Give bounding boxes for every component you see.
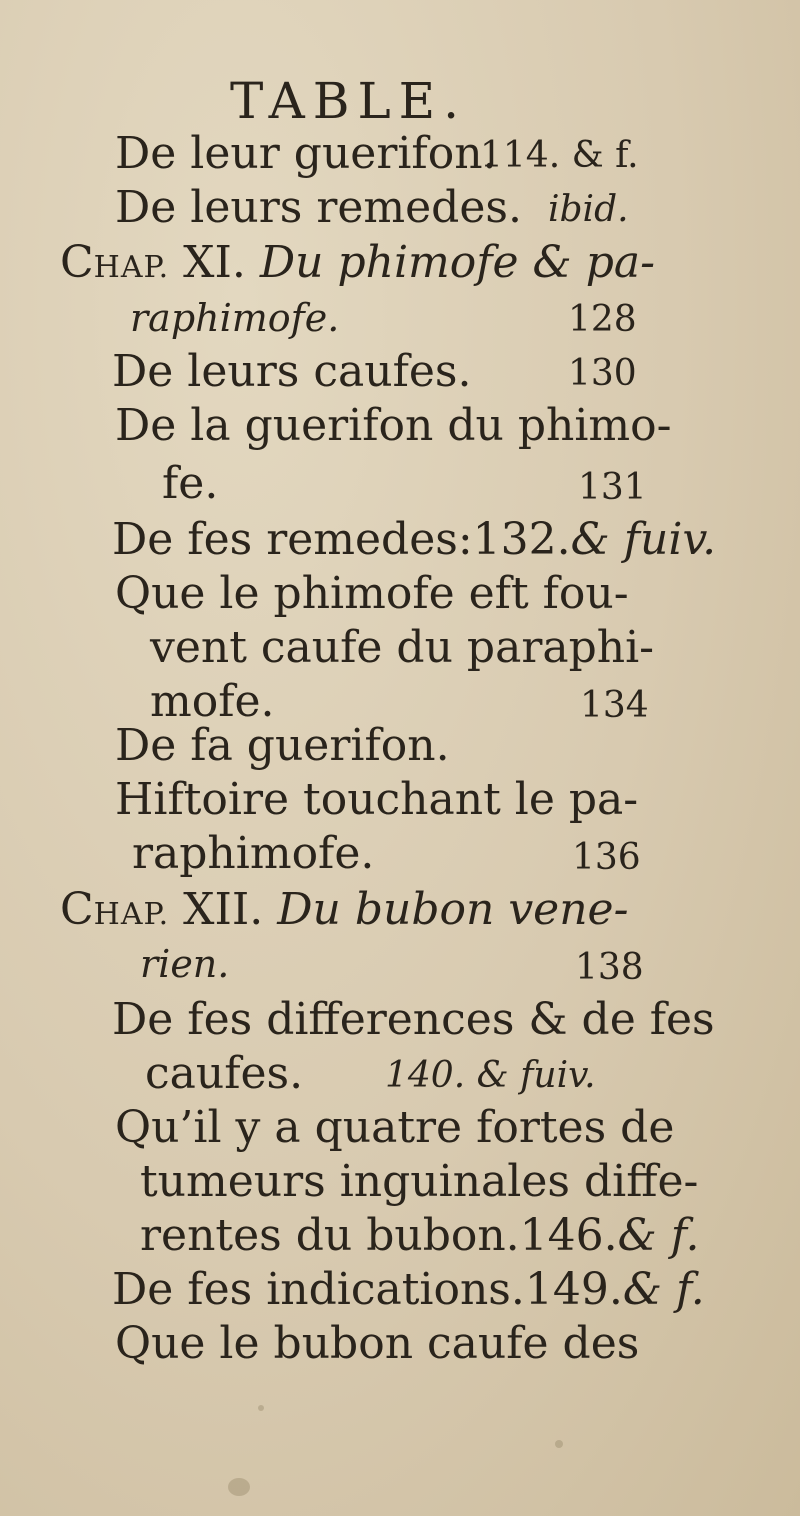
entry-text-main: De fes indications.149. [112, 1264, 623, 1315]
entry-page: 131 [578, 467, 647, 508]
entry-page: 114. & f. [480, 135, 639, 176]
chapter-title: Du bubon vene- [277, 884, 629, 935]
entry-page: & f. [617, 1210, 700, 1261]
entry-text-cont: fe. [162, 458, 219, 509]
entry-text: De la guerifon du phimo- [115, 400, 672, 451]
entry-text-cont: vent caufe du paraphi- [150, 622, 655, 673]
chapter-number: XI. [183, 237, 246, 288]
chapter-cap: C [60, 237, 94, 288]
chapter-title-cont: rien. [140, 942, 230, 986]
entry-text-cont: caufes. [145, 1048, 304, 1099]
entry-page: 138 [575, 947, 644, 988]
entry-page: 134 [580, 685, 649, 726]
chapter-title-cont: raphimofe. [130, 296, 340, 340]
entry-text: Que le bubon caufe des [115, 1318, 640, 1369]
chapter-word: HAP. [93, 250, 170, 285]
entry-page: 128 [568, 299, 637, 340]
entry-text: De leur guerifon. [115, 128, 497, 179]
entry-text: De leurs caufes. [112, 346, 472, 397]
paper-stain [258, 1405, 264, 1411]
entry-text [112, 1264, 705, 1316]
entry-page: 140. & fuiv. [385, 1055, 596, 1096]
entry-text-cont: tumeurs inguinales diffe- [140, 1156, 699, 1207]
chapter-title: Du phimofe & pa- [259, 237, 655, 288]
entry-text [112, 514, 716, 566]
entry-page: & fuiv. [570, 514, 717, 565]
entry-text-cont: mofe. [150, 676, 275, 727]
entry-page: 130 [568, 353, 637, 394]
page-header: TABLE. [230, 72, 468, 130]
entry-text: Qu’il y a quatre fortes de [115, 1102, 675, 1153]
entry-page: 136 [572, 837, 641, 878]
chapter-word: HAP. [93, 897, 170, 932]
entry-text: Hiftoire touchant le pa- [115, 774, 639, 825]
entry-text-cont [140, 1210, 700, 1262]
entry-text: De fa guerifon. [115, 720, 450, 771]
entry-text-main: De fes remedes:132. [112, 514, 571, 565]
chapter-heading [60, 237, 655, 294]
entry-text: De leurs remedes. [115, 182, 522, 233]
paper-stain [555, 1440, 563, 1448]
entry-text: Que le phimofe eft fou- [115, 568, 629, 619]
chapter-cap: C [60, 884, 94, 935]
chapter-heading [60, 884, 628, 941]
entry-text-cont: raphimofe. [132, 828, 375, 879]
entry-text-main: rentes du bubon.146. [140, 1210, 618, 1261]
chapter-number: XII. [183, 884, 264, 935]
paper-stain [228, 1478, 250, 1496]
entry-page: & f. [622, 1264, 705, 1315]
entry-page: ibid. [548, 189, 629, 230]
entry-text: De fes differences & de fes [112, 994, 715, 1045]
